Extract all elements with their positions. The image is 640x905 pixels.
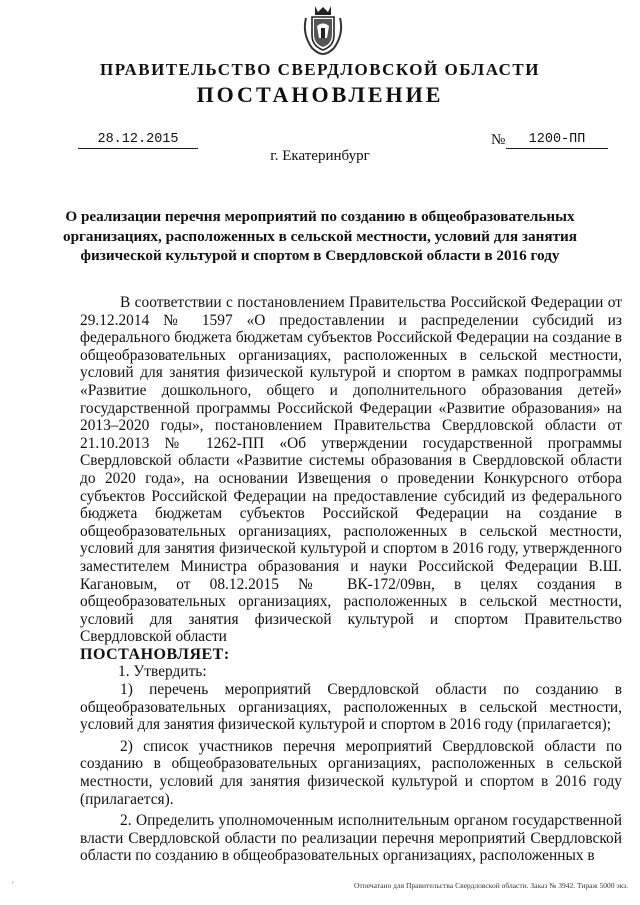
- document-body: [80, 294, 622, 865]
- document-number: 1200-ПП: [506, 132, 608, 149]
- decree-heading: ПОСТАНОВЛЯЕТ:: [80, 645, 230, 663]
- number-label: №: [491, 132, 506, 148]
- document-date: 28.12.2015: [78, 132, 198, 149]
- document-title: О реализации перечня мероприятий по созданию в общеобразовательных организациях, расположенных в сельской местности, условий для занятия физической культурой и спортом в Свердловской области в 2016 году: [62, 208, 578, 264]
- preamble-paragraph: В соответствии с постановлением Правительства Российской Федерации от 29.12.2014 № 1597 «О предоставлении и распределении субсидий из федерального бюджета бюджетам субъектов Российской Федерации на создание в общеобразовательных организациях, расположенных в сельской местности, условий для занятия физической культурой и спортом в рамках подпрограммы «Развитие дошкольного, общего и дополнительного образования детей» государственной программы Российской Федерации «Развитие образования» на 2013–2020 годы», постановлением Правительства Свердловской области от 21.10.2013 № 1262-ПП «Об утверждении государственной программы Свердловской области «Развитие системы образования в Свердловской области до 2020 года», на основании Извещения о проведении Конкурсного отбора субъектов Российской Федерации на предоставление субсидий из федерального бюджета бюджетам субъектов Российской Федерации на создание в общеобразовательных организациях, расположенных в сельской местности, условий для занятия физической культурой и спортом в 2016 году, утвержденного заместителем Министра образования и науки Российской Федерации В.Ш. Кагановым, от 08.12.2015 № ВК-172/09вн, в целях создания в общеобразовательных организациях, расположенных в сельской местности, условий для занятия физической культурой и спортом Правительство Свердловской области: [80, 294, 622, 646]
- item-2: 2. Определить уполномоченным исполнительным органом государственной власти Свердловской области по реализации перечня мероприятий Свердловской области по созданию в общеобразовательных организациях, расположенных в: [80, 812, 622, 865]
- print-imprint: Отпечатано для Правительства Свердловской области. Заказ № 3942. Тираж 5000 экз.: [354, 881, 628, 890]
- item-1: 1. Утвердить:: [118, 663, 207, 681]
- margin-mark: ': [12, 880, 14, 890]
- city: г. Екатеринбург: [270, 148, 370, 164]
- document-type: ПОСТАНОВЛЕНИЕ: [196, 82, 444, 107]
- item-1-1: 1) перечень мероприятий Свердловской области по созданию в общеобразовательных организациях, расположенных в сельской местности, условий для занятия физической культурой и спортом в 2016 году (прилагается);: [80, 681, 622, 734]
- item-1-2: 2) список участников перечня мероприятий Свердловской области по созданию в общеобразовательных организациях, расположенных в сельской местности, условий для занятия физической культурой и спортом в 2016 году (прилагается).: [80, 737, 622, 808]
- coat-of-arms-icon: [300, 4, 346, 56]
- government-name: ПРАВИТЕЛЬСТВО СВЕРДЛОВСКОЙ ОБЛАСТИ: [100, 60, 540, 79]
